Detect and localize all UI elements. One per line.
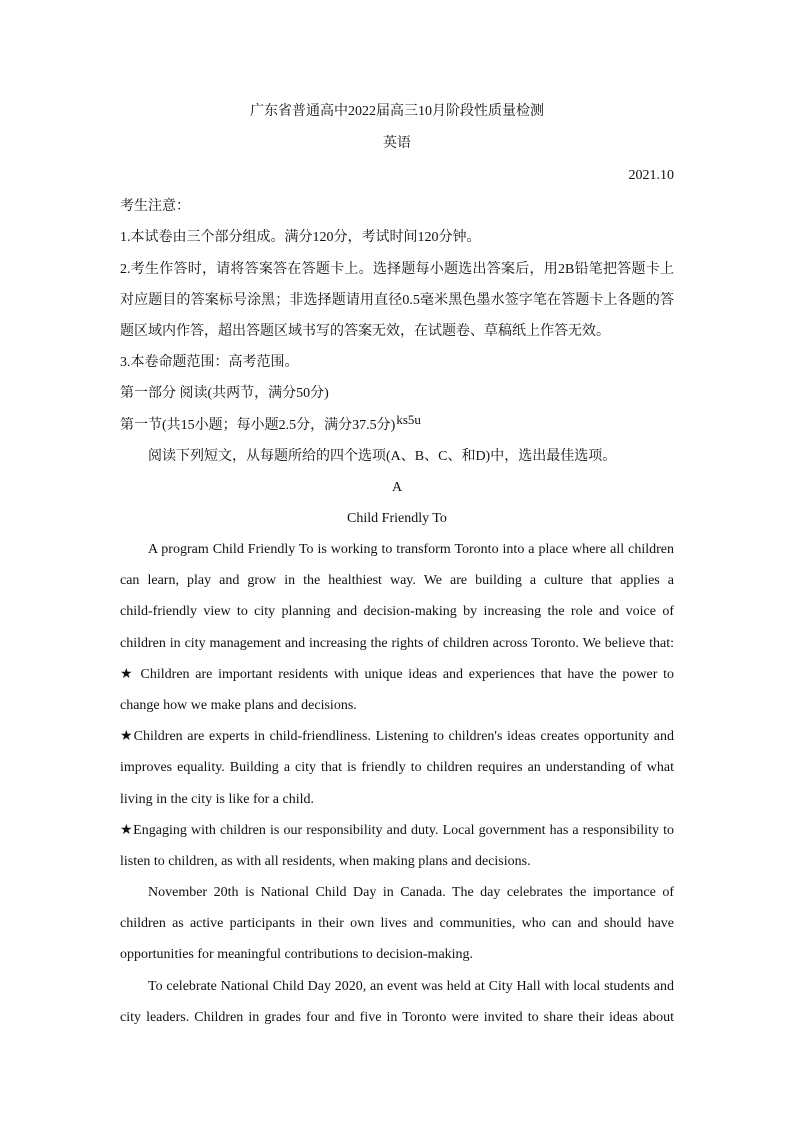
reading-instruction: 阅读下列短文，从每题所给的四个选项(A、B、C、和D)中，选出最佳选项。 xyxy=(148,449,617,464)
bullet-3-line-1: ★Engaging with children is our responsibility and duty. Local government has a responsibility to xyxy=(120,823,674,838)
bullet-2-line-1: ★Children are experts in child-friendliness. Listening to children's ideas creates opportunity and xyxy=(120,729,674,744)
passage-title: Child Friendly To xyxy=(347,511,447,526)
section1-heading xyxy=(120,412,674,436)
paragraph-2-line-2: children as active participants in their own lives and communities, who can and should have xyxy=(120,916,674,931)
bullet-2-line-3: living in the city is like for a child. xyxy=(120,792,315,807)
paragraph-1-line-2: can learn, play and grow in the healthiest way. We are building a culture that applies a xyxy=(120,573,674,588)
bullet-1-line-1: ★ Children are important residents with unique ideas and experiences that have the power to xyxy=(120,667,674,682)
exam-subject: 英语 xyxy=(383,136,411,151)
paragraph-2-line-3: opportunities for meaningful contributions to decision-making. xyxy=(120,947,474,962)
paragraph-1-line-1: A program Child Friendly To is working to transform Toronto into a place where all children xyxy=(148,542,674,557)
bullet-3-line-2: listen to children, as with all residents, when making plans and decisions. xyxy=(120,854,531,869)
bullet-1-line-2: change how we make plans and decisions. xyxy=(120,698,357,713)
notice-item-2-line-2: 对应题目的答案标号涂黑；非选择题请用直径0.5毫米黑色墨水签字笔在答题卡上各题的答 xyxy=(120,293,674,308)
notice-item-2-line-1: 2.考生作答时，请将答案答在答题卡上。选择题每小题选出答案后，用2B铅笔把答题卡上 xyxy=(120,262,674,277)
exam-title: 广东省普通高中2022届高三10月阶段性质量检测 xyxy=(250,104,544,119)
part1-heading: 第一部分 阅读(共两节，满分50分) xyxy=(120,386,329,401)
bullet-2-line-2: improves equality. Building a city that is friendly to children requires an understanding of what xyxy=(120,760,674,775)
paragraph-1-line-4: children in city management and increasing the rights of children across Toronto. We believe that: xyxy=(120,636,674,651)
exam-page xyxy=(120,0,674,1123)
passage-label: A xyxy=(391,480,403,495)
paragraph-3-line-2: city leaders. Children in grades four and five in Toronto were invited to share their ideas about xyxy=(120,1010,674,1025)
notice-heading: 考生注意： xyxy=(120,199,190,214)
notice-item-3: 3.本卷命题范围：高考范围。 xyxy=(120,355,299,370)
notice-item-1: 1.本试卷由三个部分组成。满分120分，考试时间120分钟。 xyxy=(120,230,481,245)
paragraph-1-line-3: child-friendly view to city planning and decision-making by increasing the role and voice of xyxy=(120,604,674,619)
section1-text: 第一节(共15小题；每小题2.5分，满分37.5分) xyxy=(120,418,396,433)
notice-item-2-line-3: 题区域内作答，超出答题区域书写的答案无效，在试题卷、草稿纸上作答无效。 xyxy=(120,324,610,339)
paragraph-2-line-1: November 20th is National Child Day in Canada. The day celebrates the importance of xyxy=(148,885,674,900)
watermark-text: ks5u xyxy=(396,412,421,427)
paragraph-3-line-1: To celebrate National Child Day 2020, an event was held at City Hall with local students and xyxy=(148,979,674,994)
exam-date: 2021.10 xyxy=(628,168,674,183)
